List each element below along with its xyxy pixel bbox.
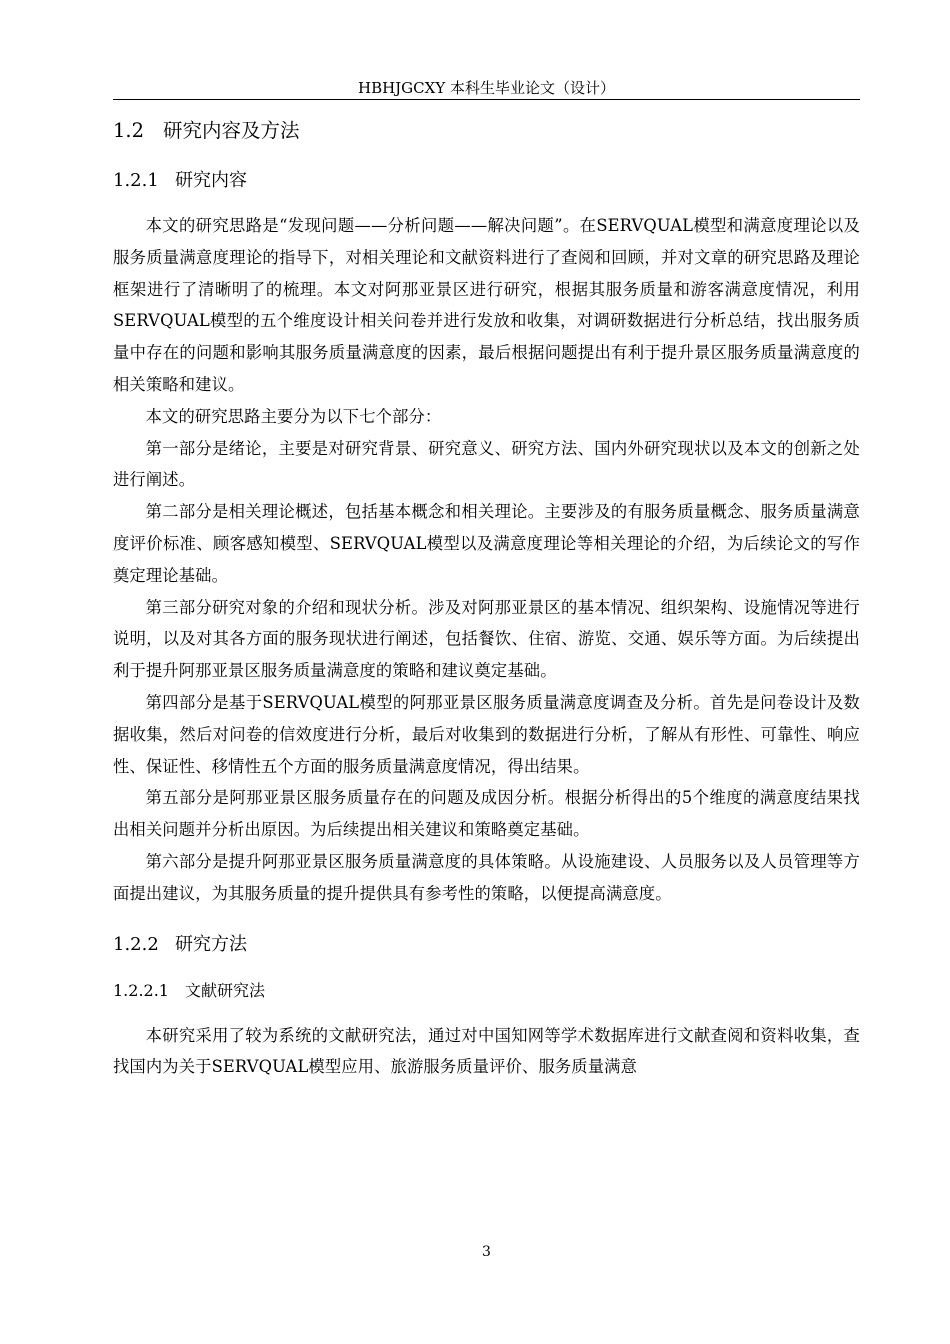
subsubsection-number: 1.2.2.1 <box>113 980 169 1000</box>
paragraph: 本研究采用了较为系统的文献研究法，通过对中国知网等学术数据库进行文献查阅和资料收集，查找国内为关于SERVQUAL模型应用、旅游服务质量评价、服务质量满意 <box>113 1025 860 1077</box>
paragraph: 本文的研究思路主要分为以下七个部分： <box>145 406 442 426</box>
section-heading <box>113 116 860 146</box>
subsection-title: 研究内容 <box>175 170 247 191</box>
paragraph: 第五部分是阿那亚景区服务质量存在的问题及成因分析。根据分析得出的5个维度的满意度结果找出相关问题并分析出原因。为后续提出相关建议和策略奠定基础。 <box>113 788 860 840</box>
subsection-heading-research-methods <box>113 930 860 960</box>
paragraph: 第三部分研究对象的介绍和现状分析。涉及对阿那亚景区的基本情况、组织架构、设施情况等进行说明，以及对其各方面的服务现状进行阐述，包括餐饮、住宿、游览、交通、娱乐等方面。为后续提出利于提升阿那亚景区服务质量满意度的策略和建议奠定基础。 <box>113 597 860 681</box>
subsection-title: 研究方法 <box>175 933 247 955</box>
subsection-number: 1.2.1 <box>113 170 159 191</box>
paragraph: 第二部分是相关理论概述，包括基本概念和相关理论。主要涉及的有服务质量概念、服务质量满意度评价标准、顾客感知模型、SERVQUAL模型以及满意度理论等相关理论的介绍，为后续论文的写作奠定理论基础。 <box>113 502 860 585</box>
section-number: 1.2 <box>113 119 145 142</box>
paragraph: 第一部分是绪论，主要是对研究背景、研究意义、研究方法、国内外研究现状以及本文的创新之处进行阐述。 <box>113 438 860 490</box>
paragraph: 第四部分是基于SERVQUAL模型的阿那亚景区服务质量满意度调查及分析。首先是问卷设计及数据收集，然后对问卷的信效度进行分析，最后对收集到的数据进行分析，了解从有形性、可靠性、响应性、保证性、移情性五个方面的服务质量满意度情况，得出结果。 <box>113 692 860 776</box>
page-number: 3 <box>482 1244 491 1260</box>
subsubsection-heading-literature <box>113 976 860 1006</box>
subsection-heading-research-content <box>113 166 860 196</box>
page-content <box>113 116 860 1083</box>
subsubsection-title: 文献研究法 <box>185 980 266 1000</box>
section-title: 研究内容及方法 <box>163 119 300 142</box>
paragraph: 第六部分是提升阿那亚景区服务质量满意度的具体策略。从设施建设、人员服务以及人员管理等方面提出建议，为其服务质量的提升提供具有参考性的策略，以便提高满意度。 <box>113 851 860 903</box>
paragraph: 本文的研究思路是“发现问题——分析问题——解决问题”。在SERVQUAL模型和满意度理论以及服务质量满意度理论的指导下，对相关理论和文献资料进行了查阅和回顾，并对文章的研究思路及理论框架进行了清晰明了的梳理。本文对阿那亚景区进行研究，根据其服务质量和游客满意度情况，利用SERVQUAL模型的五个维度设计相关问卷并进行发放和收集，对调研数据进行分析总结，找出服务质量中存在的问题和影响其服务质量满意度的因素，最后根据问题提出有利于提升景区服务质量满意度的相关策略和建议。 <box>113 216 860 394</box>
running-header: HBHJGCXY 本科生毕业论文（设计） <box>357 79 615 97</box>
header-rule <box>113 99 860 100</box>
subsection-number: 1.2.2 <box>113 933 159 955</box>
